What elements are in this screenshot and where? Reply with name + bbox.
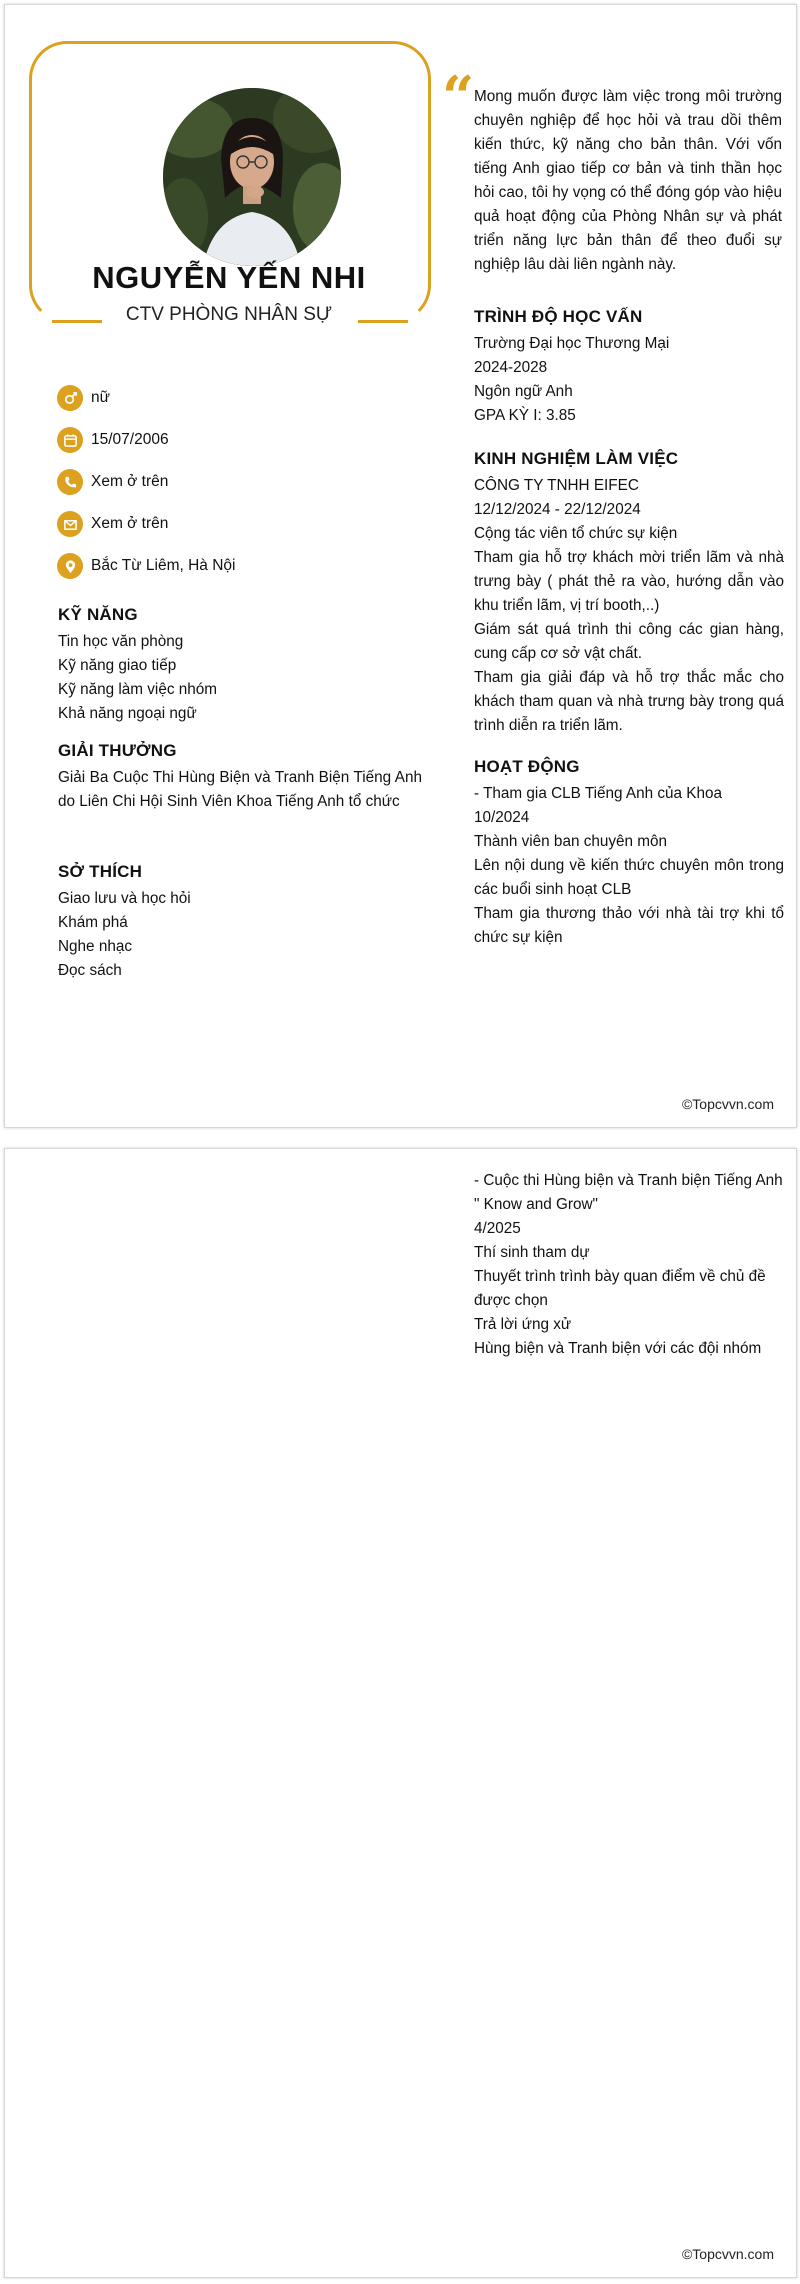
- education-gpa: GPA KỲ I: 3.85: [474, 407, 576, 424]
- calendar-icon: [57, 427, 83, 453]
- phone-icon: [57, 469, 83, 495]
- awards-title: GIẢI THƯỞNG: [58, 741, 177, 760]
- hobby-item: Nghe nhạc: [58, 938, 132, 955]
- activity-desc: Lên nội dung về kiến thức chuyên môn trong các buổi sinh hoạt CLB: [474, 857, 784, 898]
- experience-period: 12/12/2024 - 22/12/2024: [474, 501, 641, 518]
- awards-section: [58, 741, 422, 814]
- skills-title: KỸ NĂNG: [58, 605, 138, 624]
- experience-desc: Tham gia giải đáp và hỗ trợ thắc mắc cho khách tham quan và nhà trưng bày trong quá trình diễn ra triển lãm.: [474, 669, 784, 734]
- activity-name: - Tham gia CLB Tiếng Anh của Khoa: [474, 785, 723, 802]
- skill-item: Tin học văn phòng: [58, 633, 184, 650]
- activity-desc: Tham gia thương thảo với nhà tài trợ khi tổ chức sự kiện: [474, 905, 784, 946]
- gender-icon: [57, 385, 83, 411]
- experience-desc: Giám sát quá trình thi công các gian hàng, cung cấp cơ sở vật chất.: [474, 621, 784, 662]
- job-title: CTV PHÒNG NHÂN SỰ: [125, 304, 333, 325]
- contact-list: [57, 377, 235, 587]
- contact-location: [57, 545, 235, 587]
- education-major: Ngôn ngữ Anh: [474, 383, 573, 400]
- skill-item: Kỹ năng làm việc nhóm: [58, 681, 217, 698]
- education-period: 2024-2028: [474, 359, 548, 376]
- hobbies-title: SỞ THÍCH: [58, 862, 143, 881]
- contact-birthday: [57, 419, 235, 461]
- activity-date: 4/2025: [474, 1220, 521, 1237]
- avatar: [163, 88, 341, 266]
- hobbies-section: [58, 862, 422, 983]
- experience-desc: Tham gia hỗ trợ khách mời triển lãm và nhà trưng bày ( phát thẻ ra vào, hướng dẫn vào khu triển lãm, vị trí booth,..): [474, 549, 784, 614]
- activity-desc: Thuyết trình trình bày quan điểm về chủ đề được chọn: [474, 1268, 766, 1309]
- contact-gender: [57, 377, 235, 419]
- activities-title: HOẠT ĐỘNG: [474, 757, 580, 776]
- hobby-item: Giao lưu và học hỏi: [58, 890, 191, 907]
- activity-date: 10/2024: [474, 809, 530, 826]
- education-section: [474, 307, 784, 428]
- hobby-item: Đọc sách: [58, 962, 122, 979]
- education-title: TRÌNH ĐỘ HỌC VẤN: [474, 307, 643, 326]
- activities-section: [474, 757, 784, 950]
- contact-birthday-value: 15/07/2006: [91, 431, 169, 448]
- award-item: Giải Ba Cuộc Thi Hùng Biện và Tranh Biện Tiếng Anh do Liên Chi Hội Sinh Viên Khoa Tiếng Anh tổ chức: [58, 769, 422, 810]
- contact-phone-value: Xem ở trên: [91, 473, 169, 490]
- experience-role: Cộng tác viên tổ chức sự kiện: [474, 525, 678, 542]
- skills-section: [58, 605, 428, 726]
- quote-icon: “: [442, 64, 475, 130]
- contact-email-value: Xem ở trên: [91, 515, 169, 532]
- activity-role: Thí sinh tham dự: [474, 1244, 590, 1261]
- location-icon: [57, 553, 83, 579]
- candidate-name: NGUYỄN YẾN NHI: [92, 260, 366, 295]
- footer-watermark: ©Topcvvn.com: [681, 1096, 774, 1112]
- hobby-item: Khám phá: [58, 914, 128, 931]
- contact-gender-value: nữ: [91, 389, 110, 406]
- experience-section: [474, 449, 784, 738]
- email-icon: [57, 511, 83, 537]
- cv-page-2: [4, 1148, 797, 2278]
- activities-continued: [474, 1169, 784, 1361]
- activity-desc: Hùng biện và Tranh biện với các đội nhóm: [474, 1340, 762, 1357]
- activity-name: - Cuộc thi Hùng biện và Tranh biện Tiếng Anh " Know and Grow": [474, 1172, 783, 1213]
- career-objective: Mong muốn được làm việc trong môi trường chuyên nghiệp để học hỏi và trau dồi thêm kiến thức, kỹ năng cho bản thân. Với vốn tiếng Anh giao tiếp cơ bản và tinh thần học hỏi cao, tôi hy vọng có thể đóng góp vào hiệu quả hoạt động của Phòng Nhân sự và phát triển năng lực bản thân để theo đuổi sự nghiệp lâu dài liên ngành này.: [474, 88, 782, 273]
- footer-watermark: ©Topcvvn.com: [681, 2246, 774, 2262]
- experience-title: KINH NGHIỆM LÀM VIỆC: [474, 449, 679, 468]
- experience-company: CÔNG TY TNHH EIFEC: [474, 477, 639, 494]
- contact-location-value: Bắc Từ Liêm, Hà Nội: [91, 557, 236, 574]
- activity-desc: Trả lời ứng xử: [474, 1316, 572, 1333]
- cv-page-1: [4, 4, 797, 1128]
- skill-item: Kỹ năng giao tiếp: [58, 657, 177, 674]
- activity-role: Thành viên ban chuyên môn: [474, 833, 668, 850]
- contact-phone: [57, 461, 235, 503]
- education-school: Trường Đại học Thương Mại: [474, 335, 670, 352]
- contact-email: [57, 503, 235, 545]
- skill-item: Khả năng ngoại ngữ: [58, 705, 197, 722]
